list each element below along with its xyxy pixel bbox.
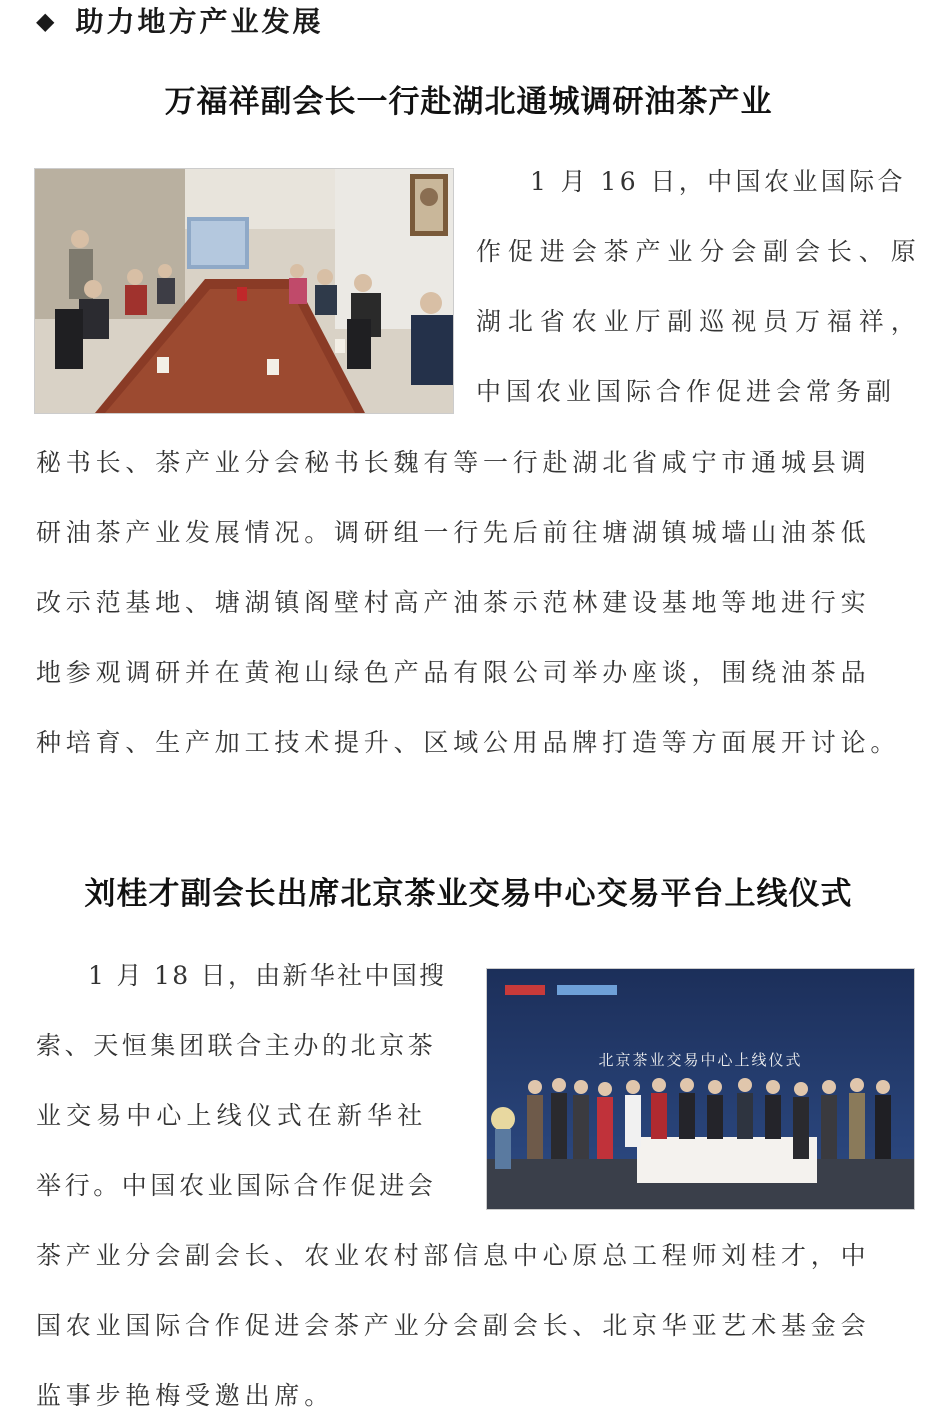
- article1-line-8: 地参观调研并在黄袍山绿色产品有限公司举办座谈，围绕油茶品: [36, 658, 871, 687]
- article2-line-6: 国农业国际合作促进会茶产业分会副会长、北京华亚艺术基金会: [36, 1311, 871, 1340]
- article1-line-5: 秘书长、茶产业分会秘书长魏有等一行赴湖北省咸宁市通城县调: [36, 448, 871, 477]
- ceremony-photo: [486, 968, 915, 1210]
- article1-line-6: 研油茶产业发展情况。调研组一行先后前往塘湖镇城墙山油茶低: [36, 518, 871, 547]
- article1-line-7: 改示范基地、塘湖镇阁壁村高产油茶示范林建设基地等地进行实: [36, 588, 871, 617]
- article2-line-4: 举行。中国农业国际合作促进会: [36, 1171, 437, 1200]
- article2-line-5: 茶产业分会副会长、农业农村部信息中心原总工程师刘桂才，中: [36, 1241, 871, 1270]
- article1-line-1: 1 月 16 日，中国农业国际合: [530, 167, 906, 196]
- article1-line-4: 中国农业国际合作促进会常务副: [476, 377, 897, 406]
- section-label: [36, 0, 323, 40]
- section-title: 助力地方产业发展: [75, 5, 324, 38]
- article2-line-2: 索、天恒集团联合主办的北京茶: [36, 1031, 437, 1060]
- article2-line-1: 1 月 18 日，由新华社中国搜: [88, 961, 447, 990]
- article2-headline: 刘桂才副会长出席北京茶业交易中心交易平台上线仪式: [84, 876, 853, 912]
- article2-line-3: 业交易中心上线仪式在新华社: [36, 1101, 428, 1130]
- backdrop-text: 北京茶业交易中心上线仪式: [598, 1051, 803, 1069]
- article1-headline: 万福祥副会长一行赴湖北通城调研油茶产业: [164, 84, 773, 120]
- diamond-icon: ◆: [36, 5, 58, 35]
- meeting-photo: [34, 168, 454, 414]
- article1-line-3: 湖北省农业厅副巡视员万福祥，: [476, 307, 923, 336]
- article2-line-7: 监事步艳梅受邀出席。: [36, 1381, 335, 1410]
- article1-line-2: 作促进会茶产业分会副会长、原: [476, 237, 923, 266]
- article1-line-9: 种培育、生产加工技术提升、区域公用品牌打造等方面展开讨论。: [36, 728, 901, 757]
